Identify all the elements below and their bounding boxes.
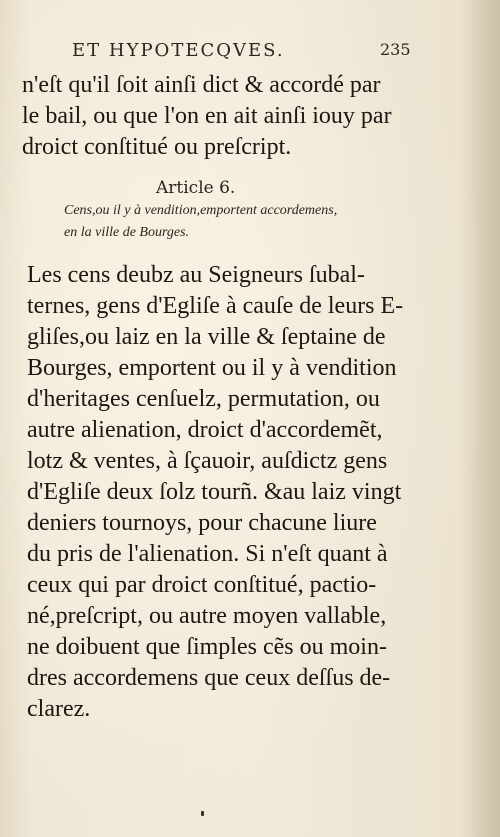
paragraph-line: gliſes,ou laiz en la ville & ſeptaine de [27, 324, 386, 350]
continuation-line: n'eſt qu'il ſoit ainſi dict & accordé par [22, 72, 381, 98]
paragraph-line: ceux qui par droict conſtitué, pactio- [27, 572, 377, 598]
marginal-summary-line: Cens,ou il y à vendition,emportent accordemens, [64, 203, 338, 218]
paragraph-line: dres accordemens que ceux deſſus de- [27, 665, 391, 691]
paragraph-line: d'Egliſe deux ſolz tourñ. &au laiz vingt [27, 479, 402, 505]
page-edge-shadow [460, 0, 500, 837]
paragraph-line: lotz & ventes, à ſçauoir, auſdictz gens [27, 448, 388, 474]
continuation-line: droict conſtitué ou preſcript. [22, 134, 292, 160]
paragraph-line: ne doibuent que ſimples cẽs ou moin- [27, 634, 387, 660]
article-heading: Article 6. [156, 178, 236, 198]
paragraph-line: né,preſcript, ou autre moyen vallable, [27, 603, 387, 629]
paragraph-line: autre alienation, droict d'accordemẽt, [27, 417, 383, 443]
paragraph-line: Les cens deubz au Seigneurs ſubal- [27, 262, 365, 288]
paragraph-line: Bourges, emportent ou il y à vendition [27, 355, 397, 381]
running-head: ET HYPOTECQVES. [72, 40, 285, 61]
ink-speck [201, 811, 204, 816]
paragraph-line: d'heritages cenſuelz, permutation, ou [27, 386, 380, 412]
paragraph-line: du pris de l'alienation. Si n'eſt quant à [27, 541, 388, 567]
continuation-line: le bail, ou que l'on en ait ainſi iouy par [22, 103, 392, 129]
paragraph-line: deniers tournoys, pour chacune liure [27, 510, 377, 536]
page-number: 235 [380, 40, 411, 59]
paragraph-line: clarez. [27, 696, 91, 722]
paragraph-line: ternes, gens d'Egliſe à cauſe de leurs E- [27, 293, 404, 319]
marginal-summary-line: en la ville de Bourges. [64, 225, 190, 240]
